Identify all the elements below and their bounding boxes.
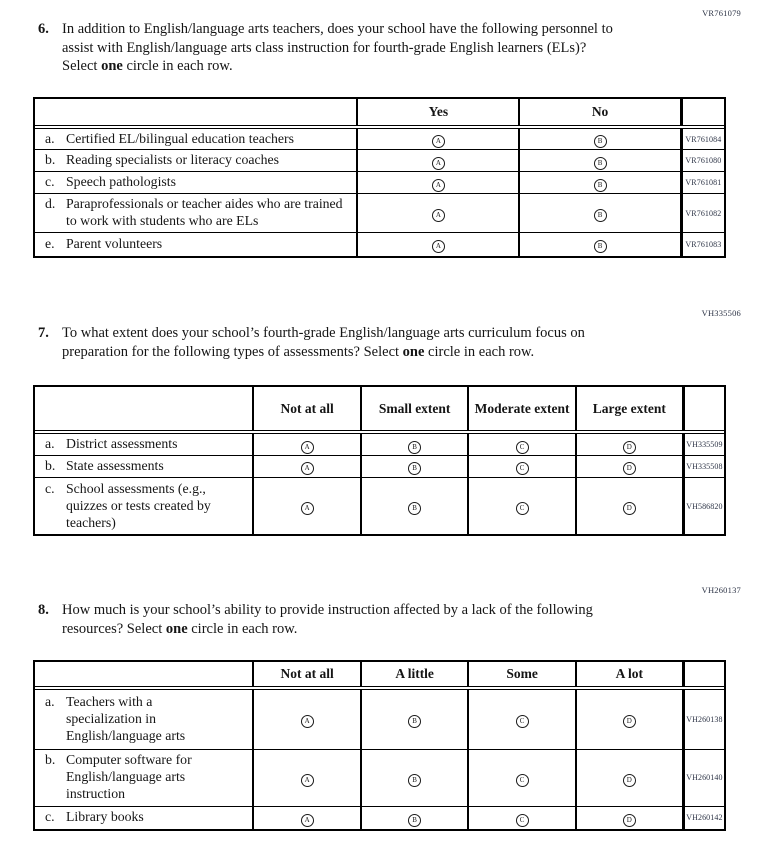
option-circle-a[interactable]: A (432, 179, 445, 192)
table-row-c (35, 806, 724, 829)
option-circle-c[interactable]: C (516, 441, 529, 454)
column-header-large-extent: Large extent (576, 387, 683, 432)
table-row-d (35, 194, 724, 233)
code-column-header (681, 99, 724, 127)
option-circle-b[interactable]: B (594, 179, 607, 192)
question-6-code: VR761079 (702, 8, 741, 18)
question-6-table (33, 97, 726, 258)
code-column-header (683, 662, 724, 688)
row-label: Library books (66, 809, 144, 825)
option-circle-b[interactable]: B (594, 209, 607, 222)
row-code: VH260140 (683, 749, 724, 806)
column-header-not-at-all: Not at all (253, 387, 360, 432)
row-letter: c. (45, 480, 55, 496)
row-letter: b. (45, 752, 56, 768)
question-6-number: 6. (38, 21, 49, 37)
table-row-b (35, 150, 724, 172)
row-letter: a. (45, 436, 55, 452)
question-7-text-bold: one (402, 343, 425, 360)
table-row-a (35, 688, 724, 749)
option-circle-b[interactable]: B (408, 715, 421, 728)
row-letter: b. (45, 152, 56, 168)
column-header-not-at-all: Not at all (253, 662, 360, 688)
question-7-number: 7. (38, 325, 49, 341)
row-label: District assessments (66, 436, 178, 452)
option-circle-a[interactable]: A (301, 814, 314, 827)
row-code: VH335509 (683, 432, 724, 455)
option-circle-d[interactable]: D (623, 441, 636, 454)
header-row (35, 387, 724, 432)
question-8 (33, 583, 741, 831)
row-label: Paraprofessionals or teacher aides who are trained to work with students who are ELs (66, 196, 343, 229)
column-header-a-lot: A lot (576, 662, 683, 688)
row-label: Speech pathologists (66, 174, 176, 190)
row-letter: c. (45, 174, 55, 190)
row-code: VR761083 (681, 233, 724, 256)
question-7-text-pre: To what extent does your school’s fourth-grade English/language arts curriculum focus on preparation for the following types of assessments? Select (62, 325, 585, 360)
row-label: Certified EL/bilingual education teachers (66, 130, 294, 146)
row-letter: a. (45, 694, 55, 710)
column-header-a-little: A little (361, 662, 468, 688)
row-code: VR761082 (681, 194, 724, 233)
question-8-text-pre: How much is your school’s ability to provide instruction affected by a lack of the following resources? Select (62, 602, 593, 637)
option-circle-c[interactable]: C (516, 715, 529, 728)
table-row-e (35, 233, 724, 256)
option-circle-b[interactable]: B (594, 157, 607, 170)
row-label: Reading specialists or literacy coaches (66, 152, 280, 168)
stub-header (35, 387, 253, 432)
table-row-c (35, 172, 724, 194)
option-circle-a[interactable]: A (432, 157, 445, 170)
option-circle-c[interactable]: C (516, 462, 529, 475)
option-circle-b[interactable]: B (408, 814, 421, 827)
table-row-b (35, 455, 724, 477)
question-8-text-post: circle in each row. (187, 620, 298, 637)
option-circle-d[interactable]: D (623, 502, 636, 515)
header-row (35, 662, 724, 688)
question-6-text-post: circle in each row. (122, 58, 233, 75)
row-code: VR761081 (681, 172, 724, 194)
header-row (35, 99, 724, 127)
option-circle-a[interactable]: A (432, 240, 445, 253)
row-code: VH335508 (683, 455, 724, 477)
row-letter: c. (45, 809, 55, 825)
question-7-text (62, 324, 646, 361)
row-code: VR761084 (681, 127, 724, 150)
question-8-text (62, 601, 624, 638)
option-circle-b[interactable]: B (408, 774, 421, 787)
question-6-text (62, 20, 624, 76)
option-circle-c[interactable]: C (516, 502, 529, 515)
column-header-yes: Yes (357, 99, 519, 127)
option-circle-a[interactable]: A (301, 502, 314, 515)
column-header-small-extent: Small extent (361, 387, 468, 432)
question-6-text-bold: one (101, 58, 123, 75)
option-circle-b[interactable]: B (408, 441, 421, 454)
question-8-table (33, 660, 726, 831)
question-8-text-bold: one (165, 620, 188, 637)
table-row-a (35, 432, 724, 455)
row-letter: d. (45, 196, 56, 212)
row-code: VH260138 (683, 688, 724, 749)
option-circle-b[interactable]: B (408, 502, 421, 515)
option-circle-a[interactable]: A (301, 774, 314, 787)
option-circle-d[interactable]: D (623, 462, 636, 475)
row-code: VH260142 (683, 806, 724, 829)
option-circle-a[interactable]: A (301, 462, 314, 475)
column-header-moderate-extent: Moderate extent (468, 387, 575, 432)
question-7-table (33, 385, 726, 536)
code-column-header (683, 387, 724, 432)
row-label: Parent volunteers (66, 235, 163, 251)
row-code: VR761080 (681, 150, 724, 172)
column-header-no: No (519, 99, 681, 127)
row-label: Teachers with a specialization in English/language arts (66, 694, 186, 743)
question-8-code: VH260137 (701, 585, 741, 595)
option-circle-b[interactable]: B (408, 462, 421, 475)
question-8-number: 8. (38, 602, 49, 618)
question-7 (33, 306, 741, 536)
row-label: Computer software for English/language arts instruction (66, 752, 192, 801)
row-letter: e. (45, 235, 55, 251)
option-circle-a[interactable]: A (432, 209, 445, 222)
row-letter: a. (45, 130, 55, 146)
option-circle-a[interactable]: A (432, 135, 445, 148)
option-circle-c[interactable]: C (516, 774, 529, 787)
question-7-text-post: circle in each row. (424, 343, 535, 360)
option-circle-b[interactable]: B (594, 135, 607, 148)
stub-header (35, 99, 357, 127)
option-circle-a[interactable]: A (301, 715, 314, 728)
table-row-c (35, 477, 724, 534)
question-6 (33, 6, 741, 258)
option-circle-b[interactable]: B (594, 240, 607, 253)
option-circle-d[interactable]: D (623, 715, 636, 728)
row-label: State assessments (66, 458, 164, 473)
option-circle-a[interactable]: A (301, 441, 314, 454)
option-circle-c[interactable]: C (516, 814, 529, 827)
table-row-a (35, 127, 724, 150)
question-7-code: VH335506 (701, 308, 741, 318)
stub-header (35, 662, 253, 688)
question-6-text-pre: In addition to English/language arts teachers, does your school have the following personnel to assist with English/language arts class instruction for fourth-grade English learners (ELs)? Select (62, 21, 613, 75)
column-header-some: Some (468, 662, 575, 688)
row-code: VH586820 (683, 477, 724, 534)
row-label: School assessments (e.g., quizzes or tests created by teachers) (66, 480, 211, 530)
option-circle-d[interactable]: D (623, 774, 636, 787)
table-row-b (35, 749, 724, 806)
row-letter: b. (45, 458, 56, 473)
option-circle-d[interactable]: D (623, 814, 636, 827)
